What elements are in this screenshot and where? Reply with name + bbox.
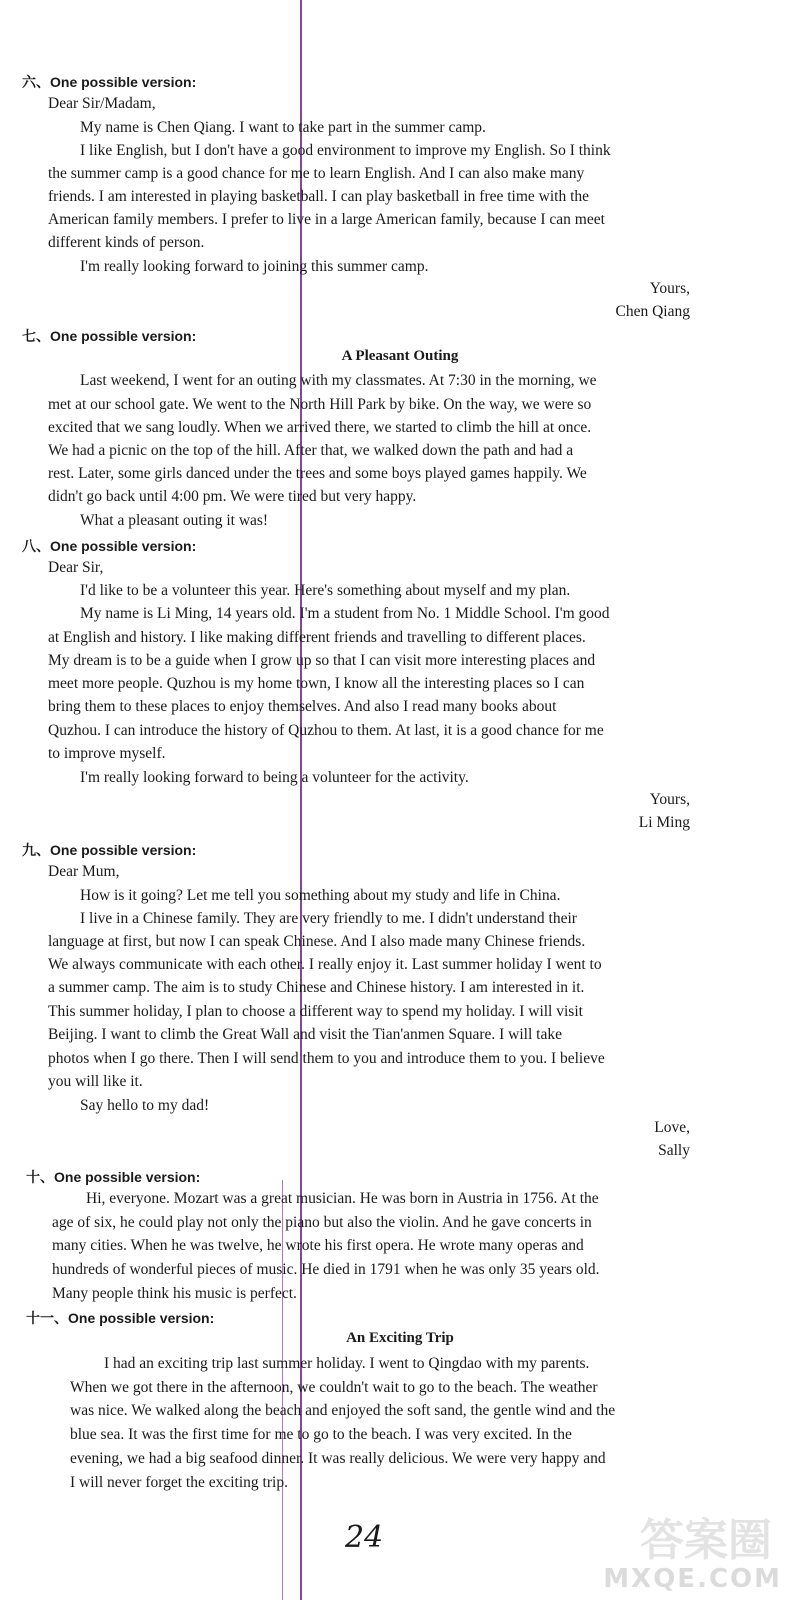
section-heading-7: 七、One possible version:	[22, 328, 197, 344]
text-line: Say hello to my dad!	[80, 1097, 210, 1114]
salutation-9: Dear Mum,	[48, 863, 120, 880]
text-line: I like English, but I don't have a good environment to improve my English. So I think	[80, 142, 611, 159]
text-line: the summer camp is a good chance for me to learn English. And I can also make many	[48, 165, 585, 182]
text-line: photos when I go there. Then I will send them to you and introduce them to you. I believe	[48, 1050, 605, 1067]
closing-9: Love,	[654, 1119, 690, 1136]
text-line: meet more people. Quzhou is my home town, I know all the interesting places so I can	[48, 675, 585, 692]
text-line: blue sea. It was the first time for me to go to the beach. I was very excited. In the	[70, 1426, 572, 1443]
text-line: I'm really looking forward to joining this summer camp.	[80, 258, 429, 275]
text-line: We had a picnic on the top of the hill. After that, we walked down the path and had a	[48, 442, 574, 459]
text-line: Quzhou. I can introduce the history of Quzhou to them. At last, it is a good chance for me	[48, 722, 604, 739]
text-line: I'm really looking forward to being a volunteer for the activity.	[80, 769, 469, 786]
text-line: met at our school gate. We went to the North Hill Park by bike. On the way, we were so	[48, 396, 592, 413]
text-line: excited that we sang loudly. When we arrived there, we started to climb the hill at once.	[48, 419, 592, 436]
page-number: 24	[345, 1520, 384, 1555]
text-line: Hi, everyone. Mozart was a great musician. He was born in Austria in 1756. At the	[86, 1190, 599, 1207]
section-heading-9: 九、One possible version:	[22, 842, 197, 858]
essay-title-11: An Exciting Trip	[346, 1330, 454, 1346]
text-line: This summer holiday, I plan to choose a different way to spend my holiday. I will visit	[48, 1003, 583, 1020]
text-line: What a pleasant outing it was!	[80, 512, 269, 529]
text-line: age of six, he could play not only the piano but also the violin. And he gave concerts in	[52, 1214, 592, 1231]
signature-6: Chen Qiang	[615, 303, 690, 320]
text-line: evening, we had a big seafood dinner. It was really delicious. We were very happy and	[70, 1450, 606, 1467]
text-line: I'd like to be a volunteer this year. Here's something about myself and my plan.	[80, 582, 571, 599]
watermark-url-text: MXQE.COM	[603, 1564, 782, 1594]
text-line: Beijing. I want to climb the Great Wall and visit the Tian'anmen Square. I will take	[48, 1026, 562, 1043]
closing-8: Yours,	[649, 791, 690, 808]
essay-title-7: A Pleasant Outing	[341, 348, 459, 364]
text-line: a summer camp. The aim is to study Chinese and Chinese history. I am interested in it.	[48, 979, 585, 996]
watermark-cn-text: 答案圈	[640, 1515, 772, 1566]
text-line: hundreds of wonderful pieces of music. He died in 1791 when he was only 35 years old.	[52, 1261, 600, 1278]
text-line: language at first, but now I can speak Chinese. And I also made many Chinese friends.	[48, 933, 586, 950]
text-line: different kinds of person.	[48, 234, 205, 251]
text-line: My name is Li Ming, 14 years old. I'm a student from No. 1 Middle School. I'm good	[80, 605, 610, 622]
text-line: I will never forget the exciting trip.	[70, 1474, 288, 1491]
text-line: American family members. I prefer to live in a large American family, because I can meet	[48, 211, 605, 228]
text-line: you will like it.	[48, 1073, 143, 1090]
text-line: I had an exciting trip last summer holiday. I went to Qingdao with my parents.	[104, 1355, 590, 1372]
text-line: I live in a Chinese family. They are very friendly to me. I didn't understand their	[80, 910, 577, 927]
section-heading-11: 十一、One possible version:	[26, 1310, 215, 1326]
text-line: How is it going? Let me tell you something about my study and life in China.	[80, 887, 561, 904]
closing-6: Yours,	[649, 280, 690, 297]
text-line: We always communicate with each other. I really enjoy it. Last summer holiday I went to	[48, 956, 602, 973]
text-line: Last weekend, I went for an outing with my classmates. At 7:30 in the morning, we	[80, 372, 597, 389]
text-line: When we got there in the afternoon, we couldn't wait to go to the beach. The weather	[70, 1379, 598, 1396]
text-line: didn't go back until 4:00 pm. We were tired but very happy.	[48, 488, 417, 505]
section-heading-6: 六、One possible version:	[22, 74, 197, 90]
text-line: many cities. When he was twelve, he wrote his first opera. He wrote many operas and	[52, 1237, 584, 1254]
text-line: friends. I am interested in playing basketball. I can play basketball in free time with the	[48, 188, 590, 205]
text-line: was nice. We walked along the beach and enjoyed the soft sand, the gentle wind and the	[70, 1402, 616, 1419]
text-line: My name is Chen Qiang. I want to take part in the summer camp.	[80, 119, 486, 136]
text-line: at English and history. I like making different friends and travelling to different places.	[48, 629, 586, 646]
text-line: Many people think his music is perfect.	[52, 1285, 297, 1302]
text-line: rest. Later, some girls danced under the trees and some boys played games happily. We	[48, 465, 587, 482]
signature-8: Li Ming	[638, 814, 690, 831]
section-heading-10: 十、One possible version:	[26, 1169, 201, 1185]
text-line: to improve myself.	[48, 745, 166, 762]
text-line: bring them to these places to enjoy themselves. And also I read many books about	[48, 698, 557, 715]
salutation-8: Dear Sir,	[48, 559, 104, 576]
watermark-logo	[602, 1504, 782, 1594]
signature-9: Sally	[658, 1142, 690, 1159]
text-line: My dream is to be a guide when I grow up so that I can visit more interesting places and	[48, 652, 596, 669]
salutation-6: Dear Sir/Madam,	[48, 95, 156, 112]
section-heading-8: 八、One possible version:	[22, 538, 197, 554]
